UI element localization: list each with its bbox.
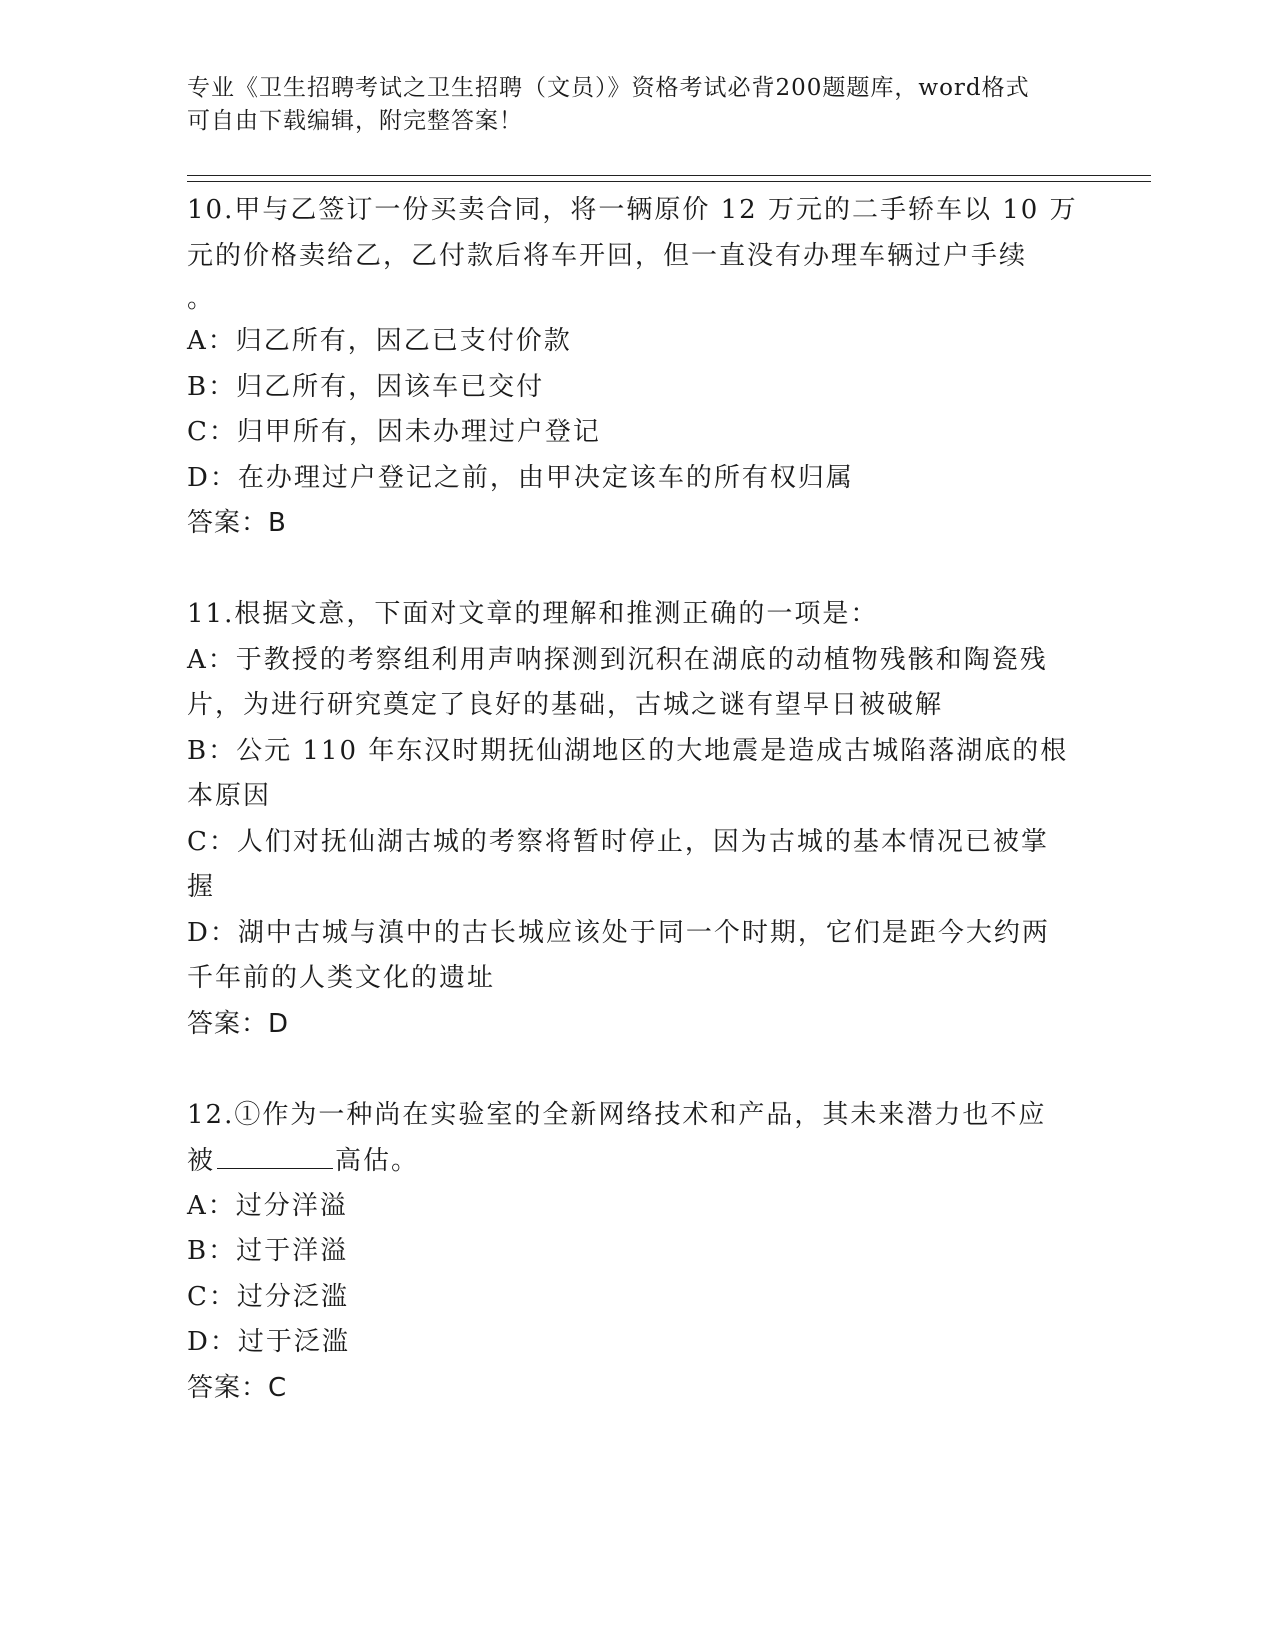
option-c: C：过分泛滥 — [187, 1281, 349, 1312]
option-d: D：湖中古城与滇中的古长城应该处于同一个时期，它们是距今大约两 — [187, 917, 1050, 948]
question-11 — [187, 592, 1087, 1047]
header-line-1: 专业《卫生招聘考试之卫生招聘（文员）》资格考试必背200题题库，word格式 — [187, 75, 1030, 101]
option-a: A：过分洋溢 — [187, 1190, 348, 1221]
option-c-continued: 握 — [187, 872, 216, 902]
header-line-2: 可自由下载编辑，附完整答案！ — [187, 108, 523, 134]
option-b-continued: 本原因 — [187, 781, 272, 811]
option-d: D：在办理过户登记之前，由甲决定该车的所有权归属 — [187, 462, 854, 493]
fill-in-blank — [217, 1138, 333, 1169]
blank-suffix: 高估。 — [335, 1146, 420, 1176]
option-b: B：归乙所有，因该车已交付 — [187, 371, 545, 402]
document-header — [187, 72, 1067, 138]
question-12 — [187, 1093, 1087, 1412]
option-a: A：于教授的考察组利用声呐探测到沉积在湖底的动植物残骸和陶瓷残 — [187, 644, 1048, 675]
option-c: C：归甲所有，因未办理过户登记 — [187, 417, 601, 447]
question-stem-line: 元的价格卖给乙，乙付款后将车开回，但一直没有办理车辆过户手续 — [187, 240, 1028, 271]
question-10 — [187, 188, 1087, 547]
question-stem-line: 11.根据文意，下面对文章的理解和推测正确的一项是： — [187, 599, 879, 629]
option-b: B：过于洋溢 — [187, 1236, 349, 1266]
option-c: C：人们对抚仙湖古城的考察将暂时停止，因为古城的基本情况已被掌 — [187, 826, 1049, 857]
answer-label: 答案：B — [187, 508, 287, 538]
header-divider-top — [187, 175, 1151, 176]
question-stem-line: 10.甲与乙签订一份买卖合同，将一辆原价 12 万元的二手轿车以 10 万 — [187, 195, 1078, 225]
question-stem-line: 12.①作为一种尚在实验室的全新网络技术和产品，其未来潜力也不应 — [187, 1099, 1047, 1130]
blank-prefix: 被 — [187, 1146, 216, 1176]
question-stem-line: 。 — [187, 284, 216, 314]
question-stem-blank-line — [187, 1138, 1087, 1184]
option-a-continued: 片，为进行研究奠定了良好的基础，古城之谜有望早日被破解 — [187, 690, 944, 720]
option-d-continued: 千年前的人类文化的遗址 — [187, 963, 496, 993]
option-b: B：公元 110 年东汉时期抚仙湖地区的大地震是造成古城陷落湖底的根 — [187, 735, 1069, 766]
option-d: D：过于泛滥 — [187, 1327, 350, 1357]
question-spacer — [187, 1047, 1087, 1093]
header-divider-bottom — [187, 181, 1151, 182]
question-spacer — [187, 547, 1087, 593]
answer-label: 答案：C — [187, 1372, 288, 1403]
question-list — [187, 188, 1087, 1411]
option-a: A：归乙所有，因乙已支付价款 — [187, 326, 572, 356]
answer-label: 答案：D — [187, 1008, 290, 1039]
